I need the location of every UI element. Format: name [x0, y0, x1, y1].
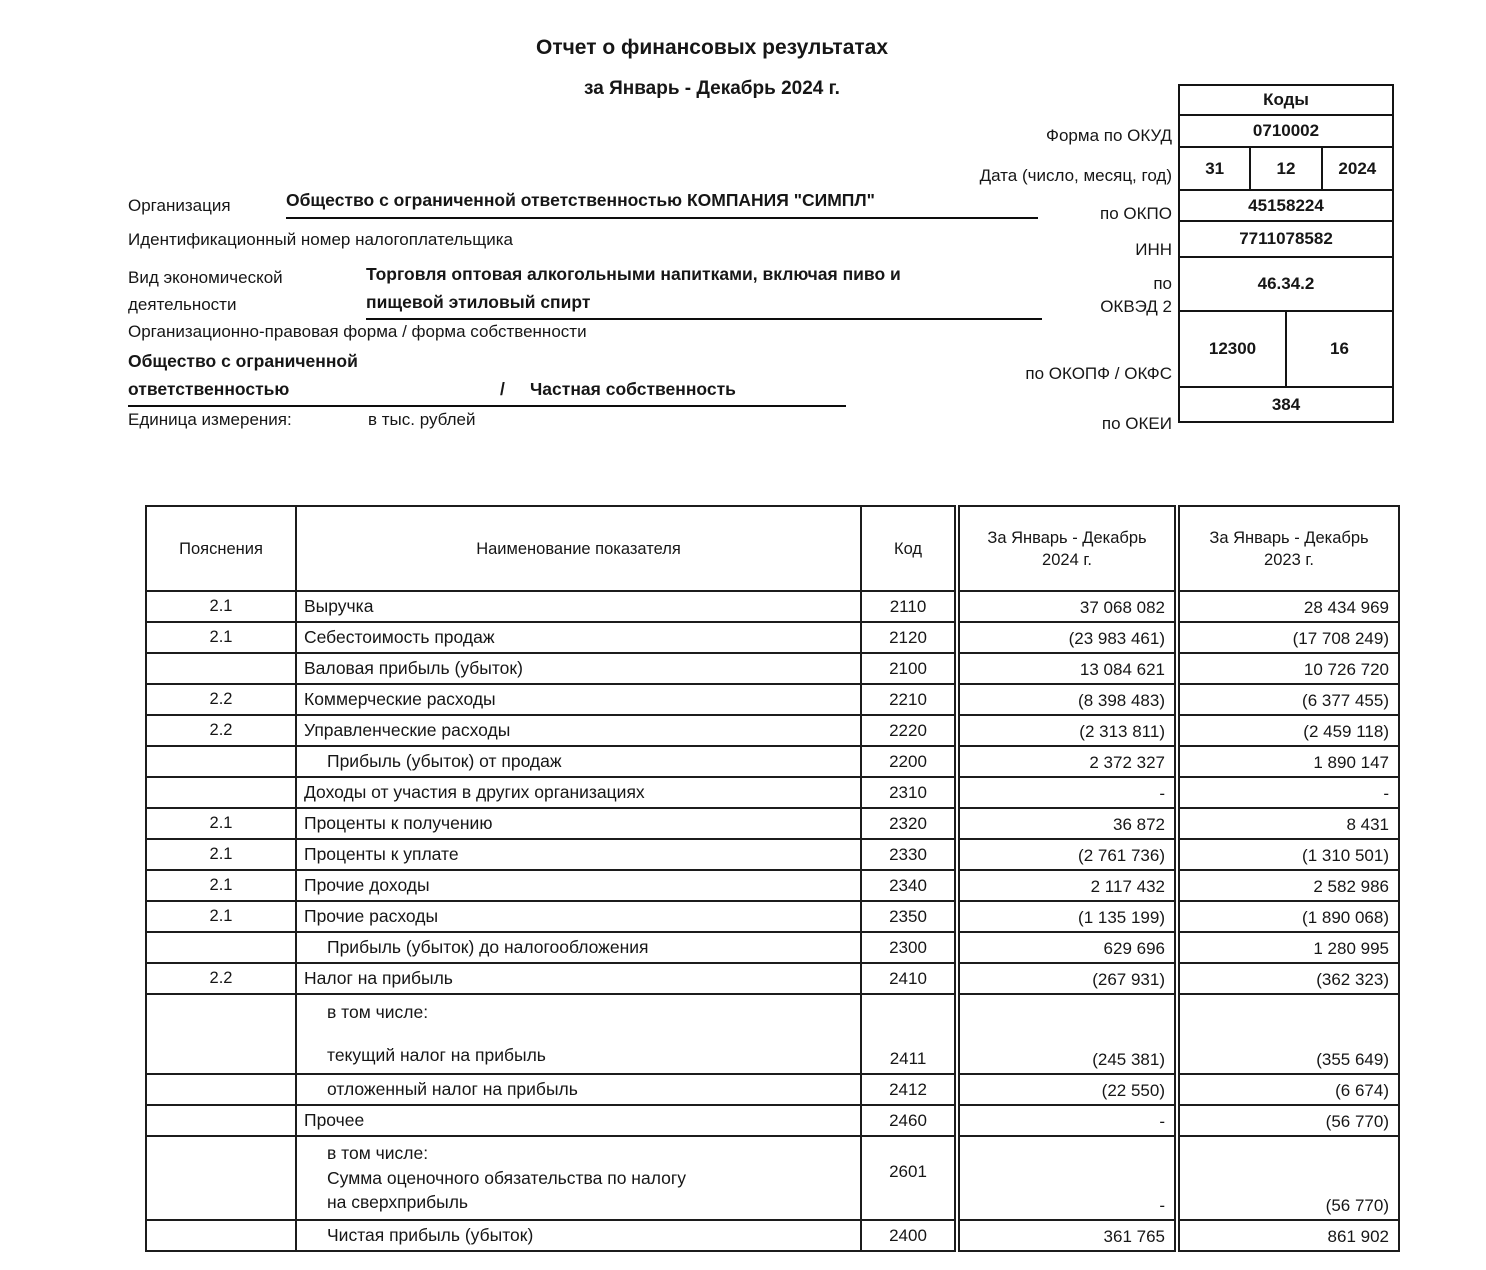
row-note: [146, 746, 296, 777]
row-note: 2.1: [146, 808, 296, 839]
row-value-2023: (2 459 118): [1177, 715, 1399, 746]
row-value-2024: 2 117 432: [957, 870, 1177, 901]
row-code: 2460: [861, 1105, 957, 1136]
row-value-2024: (1 135 199): [957, 901, 1177, 932]
row-value-2024: -: [957, 1136, 1177, 1220]
row-code: 2412: [861, 1074, 957, 1105]
row-code: 2200: [861, 746, 957, 777]
row-indicator-name: Себестоимость продаж: [296, 622, 861, 653]
row-code: 2310: [861, 777, 957, 808]
table-row: [146, 932, 1399, 963]
row-value-2023: (355 649): [1177, 994, 1399, 1074]
row-note: 2.1: [146, 870, 296, 901]
row-value-2023: 861 902: [1177, 1220, 1399, 1251]
legal-form-caption: Организационно-правовая форма / форма собственности: [128, 322, 587, 341]
table-row: [146, 808, 1399, 839]
row-note: 2.2: [146, 715, 296, 746]
row-indicator-name: Коммерческие расходы: [296, 684, 861, 715]
okfs-value: 16: [1285, 312, 1392, 386]
okopf-value: 12300: [1208, 339, 1257, 358]
row-code: 2110: [861, 591, 957, 622]
row-indicator-name: Проценты к получению: [296, 808, 861, 839]
row-note: 2.1: [146, 839, 296, 870]
legal-form-value: Общество с ограниченной ответственностью / Частная собственность: [128, 347, 846, 407]
row-value-2023: (56 770): [1177, 1105, 1399, 1136]
row-note: [146, 653, 296, 684]
table-header-row: [146, 506, 1399, 591]
row-indicator-name: Управленческие расходы: [296, 715, 861, 746]
row-note: 2.1: [146, 901, 296, 932]
row-indicator-name: Валовая прибыль (убыток): [296, 653, 861, 684]
row-value-2023: (6 674): [1177, 1074, 1399, 1105]
row-indicator-name: Прибыль (убыток) от продаж: [296, 746, 861, 777]
row-value-2023: (56 770): [1177, 1136, 1399, 1220]
okpo-label: по ОКПО: [1100, 204, 1172, 223]
codes-box-header: Коды: [1263, 90, 1309, 109]
ownership-value: Частная собственность: [530, 379, 736, 399]
row-value-2023: 28 434 969: [1177, 591, 1399, 622]
table-row: [146, 622, 1399, 653]
row-code: 2210: [861, 684, 957, 715]
date-year: 2024: [1321, 148, 1392, 189]
okved-label: по ОКВЭД 2: [1100, 274, 1172, 316]
row-note: 2.2: [146, 684, 296, 715]
row-value-2024: -: [957, 1105, 1177, 1136]
row-value-2023: 1 280 995: [1177, 932, 1399, 963]
unit-value: в тыс. рублей: [368, 410, 476, 429]
row-note: [146, 932, 296, 963]
row-indicator-name: в том числе: Сумма оценочного обязательства по налогу на сверхприбыль: [296, 1136, 861, 1220]
page-title: Отчет о финансовых результатах: [535, 36, 889, 59]
col-header-period-2024: За Январь - Декабрь 2024 г.: [957, 506, 1177, 591]
row-value-2024: (8 398 483): [957, 684, 1177, 715]
row-value-2024: 37 068 082: [957, 591, 1177, 622]
row-indicator-name: Доходы от участия в других организациях: [296, 777, 861, 808]
table-row: [146, 901, 1399, 932]
activity-value: Торговля оптовая алкогольными напитками, включая пиво и пищевой этиловый спирт: [366, 260, 1042, 320]
legal-form-separator: /: [500, 379, 505, 399]
table-row: [146, 591, 1399, 622]
table-row: [146, 746, 1399, 777]
row-note: 2.1: [146, 622, 296, 653]
taxpayer-id-caption: Идентификационный номер налогоплательщика: [128, 230, 513, 249]
row-indicator-name: Прочее: [296, 1105, 861, 1136]
codes-box: [1178, 84, 1394, 423]
row-value-2024: 2 372 327: [957, 746, 1177, 777]
row-code: 2220: [861, 715, 957, 746]
row-code: 2340: [861, 870, 957, 901]
row-value-2024: 629 696: [957, 932, 1177, 963]
row-note: [146, 777, 296, 808]
row-indicator-name: Прибыль (убыток) до налогообложения: [296, 932, 861, 963]
row-indicator-name: отложенный налог на прибыль: [296, 1074, 861, 1105]
row-indicator-name: Выручка: [296, 591, 861, 622]
row-value-2023: 2 582 986: [1177, 870, 1399, 901]
row-indicator-name: в том числе: текущий налог на прибыль: [296, 994, 861, 1074]
table-row: [146, 870, 1399, 901]
row-value-2023: (362 323): [1177, 963, 1399, 994]
table-row: [146, 994, 1399, 1074]
table-row: [146, 684, 1399, 715]
row-value-2024: (2 313 811): [957, 715, 1177, 746]
row-indicator-name: Налог на прибыль: [296, 963, 861, 994]
row-value-2023: 8 431: [1177, 808, 1399, 839]
col-header-period-2023: За Январь - Декабрь 2023 г.: [1177, 506, 1399, 591]
row-note: [146, 1105, 296, 1136]
inn-label: ИНН: [1135, 240, 1172, 259]
row-value-2024: (23 983 461): [957, 622, 1177, 653]
financial-results-table: [145, 505, 1400, 1252]
row-value-2024: 361 765: [957, 1220, 1177, 1251]
row-value-2024: 13 084 621: [957, 653, 1177, 684]
row-value-2023: -: [1177, 777, 1399, 808]
table-row: [146, 653, 1399, 684]
col-header-code: Код: [861, 506, 957, 591]
row-note: 2.1: [146, 591, 296, 622]
row-value-2024: (22 550): [957, 1074, 1177, 1105]
row-code: 2601: [861, 1136, 957, 1220]
date-month: 12: [1249, 148, 1320, 189]
table-row: [146, 1074, 1399, 1105]
row-code: 2410: [861, 963, 957, 994]
table-row: [146, 777, 1399, 808]
date-value-row: [1180, 146, 1392, 189]
okei-value: 384: [1180, 386, 1392, 421]
okopf-okfs-value-row: [1180, 310, 1392, 386]
table-row: [146, 1105, 1399, 1136]
row-value-2023: (17 708 249): [1177, 622, 1399, 653]
table-row: [146, 1220, 1399, 1251]
row-value-2023: 1 890 147: [1177, 746, 1399, 777]
row-indicator-name: Прочие расходы: [296, 901, 861, 932]
organization-value: Общество с ограниченной ответственностью КОМПАНИЯ "СИМПЛ": [286, 190, 1038, 219]
row-value-2024: 36 872: [957, 808, 1177, 839]
table-body: [146, 591, 1399, 1251]
row-note: [146, 1220, 296, 1251]
row-code: 2411: [861, 994, 957, 1074]
table-row: [146, 839, 1399, 870]
okud-label: Форма по ОКУД: [1046, 126, 1172, 145]
row-code: 2100: [861, 653, 957, 684]
row-value-2024: -: [957, 777, 1177, 808]
unit-label: Единица измерения:: [128, 410, 292, 429]
date-label: Дата (число, месяц, год): [979, 166, 1172, 185]
okopf-okfs-label: по ОКОПФ / ОКФС: [1025, 364, 1172, 383]
row-note: [146, 1074, 296, 1105]
col-header-notes: Пояснения: [146, 506, 296, 591]
row-value-2024: (267 931): [957, 963, 1177, 994]
row-indicator-name: Проценты к уплате: [296, 839, 861, 870]
col-header-indicator: Наименование показателя: [296, 506, 861, 591]
row-code: 2320: [861, 808, 957, 839]
okpo-value: 45158224: [1180, 189, 1392, 220]
row-note: [146, 994, 296, 1074]
activity-label: Вид экономической деятельности: [128, 268, 283, 314]
row-code: 2350: [861, 901, 957, 932]
row-code: 2330: [861, 839, 957, 870]
table-row: [146, 1136, 1399, 1220]
row-value-2023: (1 890 068): [1177, 901, 1399, 932]
row-indicator-name: Прочие доходы: [296, 870, 861, 901]
row-value-2024: (245 381): [957, 994, 1177, 1074]
page-subtitle: за Январь - Декабрь 2024 г.: [584, 78, 840, 99]
date-day: 31: [1205, 158, 1225, 178]
table-row: [146, 963, 1399, 994]
table-row: [146, 715, 1399, 746]
okved-value: 46.34.2: [1180, 256, 1392, 310]
row-code: 2400: [861, 1220, 957, 1251]
row-code: 2120: [861, 622, 957, 653]
row-value-2023: 10 726 720: [1177, 653, 1399, 684]
row-value-2023: (6 377 455): [1177, 684, 1399, 715]
row-note: 2.2: [146, 963, 296, 994]
okud-value: 0710002: [1180, 114, 1392, 146]
row-value-2023: (1 310 501): [1177, 839, 1399, 870]
inn-value: 7711078582: [1180, 220, 1392, 256]
row-value-2024: (2 761 736): [957, 839, 1177, 870]
organization-label: Организация: [128, 196, 231, 215]
row-note: [146, 1136, 296, 1220]
row-code: 2300: [861, 932, 957, 963]
row-indicator-name: Чистая прибыль (убыток): [296, 1220, 861, 1251]
okei-label: по ОКЕИ: [1101, 414, 1172, 433]
